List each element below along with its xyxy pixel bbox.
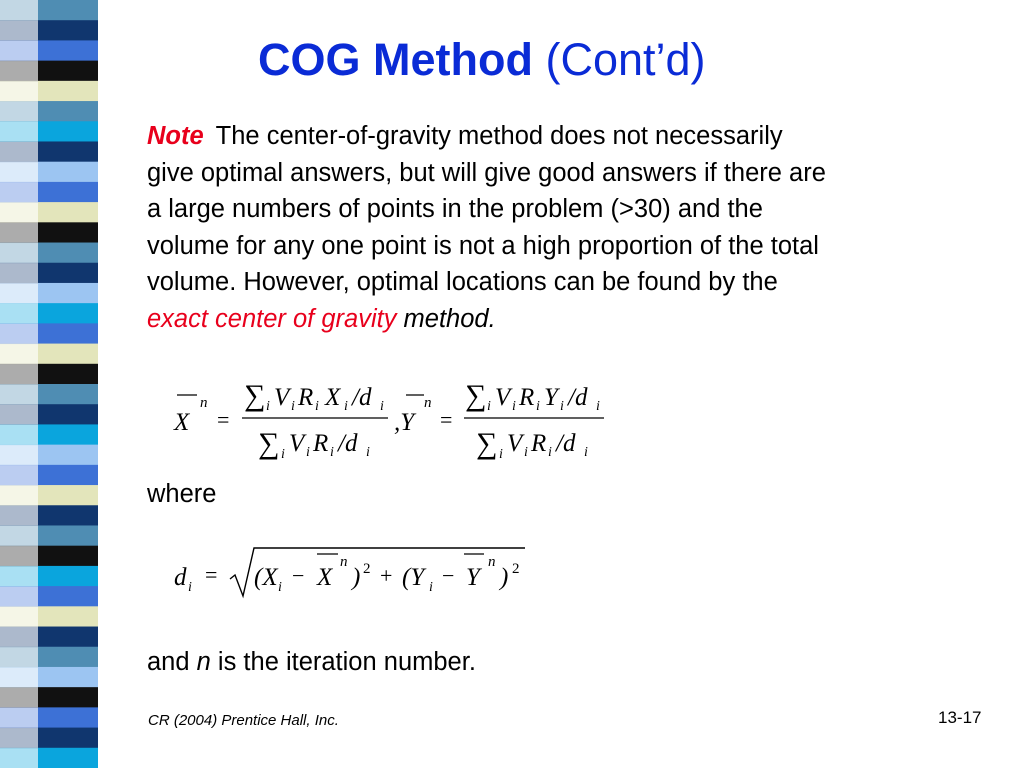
svg-text:R: R [519, 384, 535, 411]
decorative-stripe-bar [0, 0, 120, 768]
svg-text:X: X [317, 564, 333, 591]
svg-text:i: i [281, 447, 285, 462]
stripe-ghost-block [0, 20, 38, 41]
stripe-block [38, 222, 98, 243]
svg-text:i: i [560, 399, 564, 414]
stripe-ghost-block [0, 505, 38, 526]
stripe-ghost-block [0, 546, 38, 567]
stripe-ghost-block [0, 323, 38, 344]
stripe-block [38, 566, 98, 587]
stripe-ghost-block [0, 586, 38, 607]
stripe-ghost-block [0, 0, 38, 21]
svg-text:(Y: (Y [402, 564, 425, 591]
stripe-ghost-block [0, 465, 38, 486]
stripe-block [38, 586, 98, 607]
stripe-ghost-block [0, 364, 38, 385]
note-end: method. [403, 304, 496, 333]
stripe-block [38, 687, 98, 708]
stripe-ghost-block [0, 687, 38, 708]
stripe-block [38, 243, 98, 264]
stripe-block [38, 525, 98, 546]
note-line-1: Note The center-of-gravity method does not necessarily [147, 122, 783, 150]
svg-text:i: i [596, 399, 600, 414]
note-line-2: give optimal answers, but will give good answers if there are [147, 158, 826, 187]
svg-text:n: n [424, 395, 432, 411]
stripe-ghost-block [0, 404, 38, 425]
svg-text:i: i [344, 399, 348, 414]
where-label: where [147, 480, 217, 508]
stripe-block [38, 707, 98, 728]
svg-text:+: + [380, 563, 393, 588]
stripe-ghost-block [0, 61, 38, 82]
svg-text:i: i [291, 399, 295, 414]
stripe-block [38, 162, 98, 183]
stripe-block [38, 748, 98, 768]
svg-text:i: i [278, 580, 282, 595]
stripe-ghost-block [0, 667, 38, 688]
stripe-block [38, 61, 98, 82]
stripe-ghost-block [0, 344, 38, 365]
stripe-block [38, 263, 98, 284]
stripe-ghost-block [0, 748, 38, 768]
stripe-ghost-block [0, 728, 38, 749]
note-paragraph [147, 118, 997, 338]
cog-formula [160, 365, 620, 465]
stripe-ghost-block [0, 303, 38, 324]
stripe-block [38, 40, 98, 61]
stripe-block [38, 323, 98, 344]
note-emphasis: exact center of gravity [147, 304, 397, 333]
stripe-ghost-block [0, 566, 38, 587]
stripe-block [38, 182, 98, 203]
svg-text:V: V [289, 430, 305, 457]
stripe-ghost-block [0, 606, 38, 627]
svg-text:i: i [584, 445, 588, 460]
stripe-ghost-block [0, 182, 38, 203]
svg-text:i: i [487, 399, 491, 414]
stripe-block [38, 627, 98, 648]
closing-sentence: and n is the iteration number. [147, 648, 476, 676]
stripe-block [38, 505, 98, 526]
stripe-ghost-block [0, 222, 38, 243]
stripe-block [38, 121, 98, 142]
stripe-block [38, 667, 98, 688]
stripe-ghost-block [0, 445, 38, 466]
title-main: COG Method [258, 34, 533, 85]
stripe-ghost-block [0, 162, 38, 183]
svg-text:R: R [298, 384, 314, 411]
svg-text:V: V [274, 384, 290, 411]
svg-text:i: i [330, 445, 334, 460]
y-bar-symbol: ,Y [394, 409, 415, 436]
note-label: Note [147, 122, 204, 150]
stripe-block [38, 283, 98, 304]
stripe-block [38, 606, 98, 627]
svg-text:/d: /d [556, 430, 576, 457]
stripe-block [38, 728, 98, 749]
stripe-ghost-block [0, 40, 38, 61]
footer-credit: CR (2004) Prentice Hall, Inc. [148, 712, 339, 729]
stripe-block [38, 141, 98, 162]
svg-text:V: V [507, 430, 523, 457]
svg-text:Y: Y [466, 564, 480, 591]
svg-text:i: i [380, 399, 384, 414]
stripe-ghost-block [0, 384, 38, 405]
stripe-block [38, 20, 98, 41]
svg-text:2: 2 [363, 561, 371, 577]
stripe-ghost-block [0, 243, 38, 264]
svg-text:i: i [366, 445, 370, 460]
stripe-block [38, 202, 98, 223]
svg-text:n: n [340, 554, 348, 570]
svg-text:/d: /d [568, 384, 588, 411]
sum-symbol: ∑ [476, 427, 498, 460]
stripe-block [38, 81, 98, 102]
x-bar-symbol: X [174, 409, 190, 436]
svg-text:i: i [306, 445, 310, 460]
svg-text:i: i [524, 445, 528, 460]
stripe-ghost-block [0, 263, 38, 284]
svg-text:R: R [313, 430, 329, 457]
stripe-ghost-block [0, 424, 38, 445]
stripe-block [38, 445, 98, 466]
stripe-block [38, 384, 98, 405]
svg-text:=: = [205, 562, 218, 587]
stripe-block [38, 647, 98, 668]
note-line-5: volume. However, optimal locations can be found by the [147, 268, 778, 297]
svg-text:i: i [512, 399, 516, 414]
svg-text:i: i [266, 399, 270, 414]
stripe-ghost-block [0, 707, 38, 728]
stripe-block [38, 465, 98, 486]
note-line-6 [147, 301, 997, 338]
page-number: 13-17 [938, 708, 982, 727]
title-suffix: (Cont’d) [545, 34, 706, 85]
stripe-ghost-block [0, 525, 38, 546]
svg-text:=: = [217, 407, 230, 432]
svg-text:/d: /d [338, 430, 358, 457]
svg-text:i: i [429, 580, 433, 595]
stripe-ghost-block [0, 283, 38, 304]
stripe-ghost-block [0, 141, 38, 162]
svg-text:i: i [499, 447, 503, 462]
svg-text:R: R [531, 430, 547, 457]
svg-text:−: − [292, 563, 305, 588]
slide-title [258, 34, 706, 86]
svg-text:V: V [495, 384, 511, 411]
sum-symbol: ∑ [244, 379, 266, 412]
svg-text:X: X [325, 384, 341, 411]
svg-text:Y: Y [544, 384, 558, 411]
stripe-ghost-block [0, 101, 38, 122]
sum-symbol: ∑ [258, 427, 280, 460]
stripe-block [38, 546, 98, 567]
variable-n: n [196, 648, 211, 676]
svg-text:/d: /d [352, 384, 372, 411]
stripe-block [38, 0, 98, 21]
svg-text:=: = [440, 407, 453, 432]
stripe-block [38, 344, 98, 365]
stripe-block [38, 364, 98, 385]
stripe-block [38, 424, 98, 445]
stripe-ghost-block [0, 202, 38, 223]
stripe-block [38, 485, 98, 506]
stripe-block [38, 303, 98, 324]
svg-text:i: i [315, 399, 319, 414]
svg-text:2: 2 [512, 561, 520, 577]
svg-text:i: i [188, 580, 192, 595]
distance-formula [170, 540, 540, 610]
svg-text:n: n [488, 554, 496, 570]
stripe-ghost-block [0, 81, 38, 102]
svg-text:): ) [352, 564, 361, 591]
stripe-ghost-block [0, 647, 38, 668]
svg-text:d: d [174, 564, 187, 591]
stripe-ghost-block [0, 627, 38, 648]
stripe-ghost-block [0, 485, 38, 506]
stripe-block [38, 404, 98, 425]
svg-text:i: i [548, 445, 552, 460]
note-line-4: volume for any one point is not a high proportion of the total [147, 231, 819, 260]
svg-text:(X: (X [254, 564, 278, 591]
note-line-3: a large numbers of points in the problem (>30) and the [147, 195, 763, 224]
svg-text:i: i [536, 399, 540, 414]
stripe-block [38, 101, 98, 122]
stripe-ghost-block [0, 121, 38, 142]
svg-text:n: n [200, 395, 208, 411]
sum-symbol: ∑ [465, 379, 487, 412]
svg-text:−: − [442, 563, 455, 588]
svg-text:): ) [500, 564, 509, 591]
